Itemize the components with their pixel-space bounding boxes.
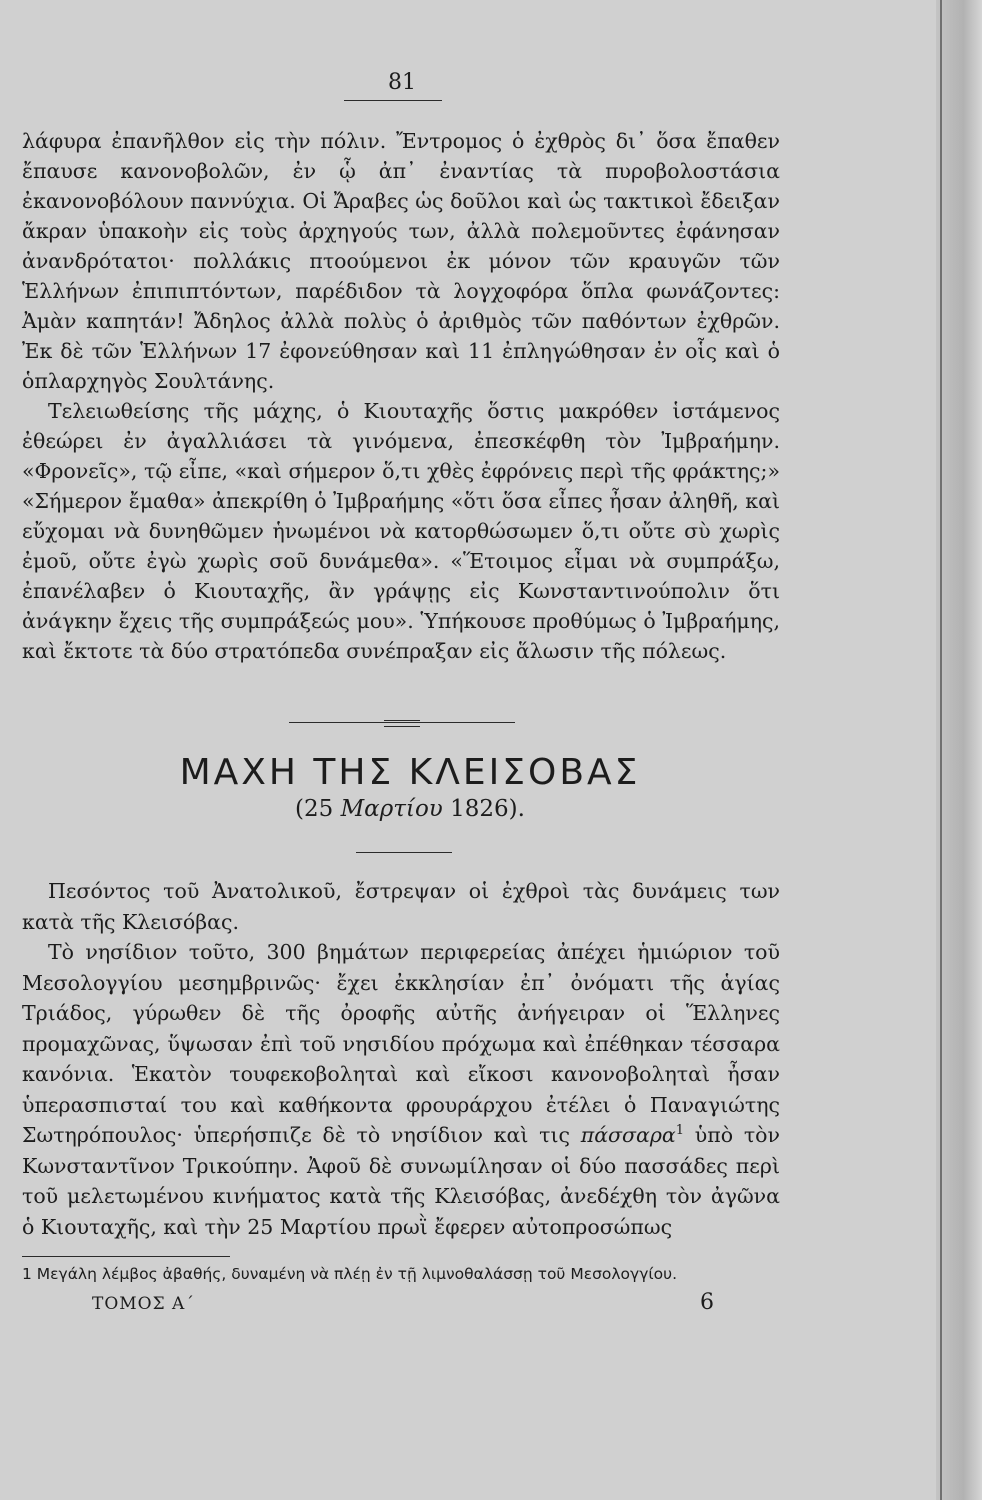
- volume-signature: ΤΟΜΟΣ Α΄: [92, 1294, 195, 1314]
- footnote-marker: 1: [675, 1123, 685, 1139]
- sheet-number: 6: [700, 1290, 714, 1315]
- date-month: Μαρτίου: [340, 796, 443, 822]
- paragraph: [22, 937, 780, 1242]
- page-edge: [936, 0, 982, 1500]
- italic-term: πάσσαρα: [580, 1123, 676, 1147]
- paragraph: Τελειωθείσης τῆς μάχης, ὁ Κιουταχῆς ὅστις μακρόθεν ἱστάμενος ἐθεώρει ἐν ἀγαλλιάσει τὰ γινόμενα, ἐπεσκέφθη τὸν Ἰμβραήμην. «Φρονεῖς», τῷ εἶπε, «καὶ σήμερον ὅ,τι χθὲς ἐφρόνεις περὶ τῆς φράκτης;» «Σήμερον ἔμαθα» ἀπεκρίθη ὁ Ἰμβραήμης «ὅτι ὅσα εἶπες ἦσαν ἀληθῆ, καὶ εὔχομαι νὰ δυνηθῶμεν ἡνωμένοι νὰ κατορθώσωμεν ὅ,τι οὔτε σὺ χωρὶς ἐμοῦ, οὔτε ἐγὼ χωρὶς σοῦ δυνάμεθα». «Ἕτοιμος εἶμαι νὰ συμπράξω, ἐπανέλαβεν ὁ Κιουταχῆς, ἂν γράψῃς εἰς Κωνσταντινούπολιν ὅτι ἀνάγκην ἔχεις τῆς συμπράξεώς μου». Ὑπήκουσε προθύμως ὁ Ἰμβραήμης, καὶ ἔκτοτε τὰ δύο στρατόπεδα συνέπραξαν εἰς ἅλωσιν τῆς πόλεως.: [22, 399, 780, 663]
- divider-ornament: [384, 720, 420, 727]
- paragraph: Πεσόντος τοῦ Ἀνατολικοῦ, ἔστρεψαν οἱ ἐχθροὶ τὰς δυνάμεις των κατὰ τῆς Κλεισόβας.: [22, 879, 780, 934]
- page-number: 81: [388, 70, 416, 95]
- date-open: (25: [295, 796, 341, 822]
- title-rule: [356, 852, 452, 853]
- footnote: 1 Μεγάλη λέμβος ἀβαθής, δυναμένη νὰ πλέῃ ἐν τῇ λιμνοθαλάσσῃ τοῦ Μεσολογγίου.: [22, 1265, 678, 1283]
- footnote-rule: [22, 1256, 230, 1257]
- page-edge-line: [940, 0, 942, 1500]
- paragraph-text: Τὸ νησίδιον τοῦτο, 300 βημάτων περιφερείας ἀπέχει ἡμιώριον τοῦ Μεσολογγίου μεσημβρινῶς· ἔχει ἐκκλησίαν ἐπ᾽ ὀνόματι τῆς ἁγίας Τριάδος, γύρωθεν δὲ τῆς ὀροφῆς αὐτῆς ἀνήγειραν οἱ Ἕλληνες προμαχῶνας, ὕψωσαν ἐπὶ τοῦ νησιδίου πρόχωμα καὶ ἐπέθηκαν τέσσαρα κανόνια. Ἑκατὸν τουφεκοβοληταὶ καὶ εἴκοσι κανονοβοληταὶ ἦσαν ὑπερασπισταί του καὶ καθήκοντα φρουράρχου ἐτέλει ὁ Παναγιώτης Σωτηρόπουλος· ὑπερήσπιζε δὲ τὸ νησίδιον καὶ τις: [22, 940, 780, 1147]
- section-divider: [289, 720, 515, 728]
- page-number-rule: [344, 100, 442, 101]
- section-2-text: [22, 876, 780, 1242]
- paragraph-text: ὑπὸ τὸν Κωνσταντῖνον Τρικούπην. Ἀφοῦ δὲ συνωμίλησαν οἱ δύο πασσάδες περὶ τοῦ μελετωμένου κινήματος κατὰ τῆς Κλεισόβας, ἀνεδέχθη τὸν ἀγῶνα ὁ Κιουταχῆς, καὶ τὴν 25 Μαρτίου πρωῒ ἔφερεν αὐτοπροσώπως: [22, 1123, 780, 1239]
- paragraph: λάφυρα ἐπανῆλθον εἰς τὴν πόλιν. Ἔντρομος ὁ ἐχθρὸς δι᾽ ὅσα ἔπαθεν ἔπαυσε κανονοβολῶν, ἐν ᾧ ἀπ᾽ ἐναντίας τὰ πυροβολοστάσια ἐκανονοβόλουν παννύχια. Οἱ Ἄραβες ὡς δοῦλοι καὶ ὡς τακτικοὶ ἔδειξαν ἄκραν ὑπακοὴν εἰς τοὺς ἀρχηγούς των, ἀλλὰ πολεμοῦντες ἐφάνησαν ἀνανδρότατοι· πολλάκις πτοούμενοι ἐκ μόνον τῶν κραυγῶν τῶν Ἑλλήνων ἐπιπιπτόντων, παρέδιδον τὰ λογχοφόρα ὅπλα φωνάζοντες: Ἀμὰν καπητάν! Ἄδηλος ἀλλὰ πολὺς ὁ ἀριθμὸς τῶν παθόντων ἐχθρῶν. Ἐκ δὲ τῶν Ἑλλήνων 17 ἐφονεύθησαν καὶ 11 ἐπληγώθησαν ἐν οἷς καὶ ὁ ὁπλαρχηγὸς Σουλτάνης.: [22, 129, 780, 393]
- date-close: 1826).: [442, 796, 525, 822]
- section-date: [100, 796, 720, 822]
- section-title: ΜΑΧΗ ΤΗΣ ΚΛΕΙΣΟΒΑΣ: [179, 752, 641, 793]
- section-1-text: [22, 126, 780, 666]
